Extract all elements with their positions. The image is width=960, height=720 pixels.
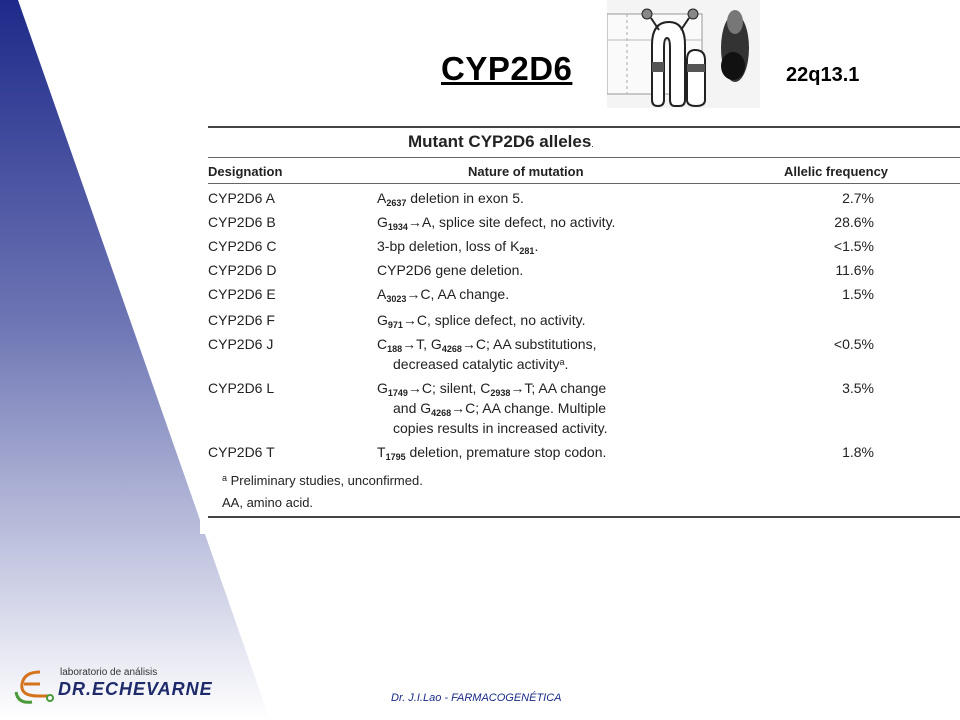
row-t-frequency: 1.8%	[842, 444, 874, 460]
row-b-nature: $G_{1934}\to A$, splice site defect, no activity.	[377, 214, 616, 232]
row-b-frequency: 28.6%	[834, 214, 874, 230]
row-d-designation: CYP2D6 D	[208, 262, 277, 278]
row-j-nature: $C_{188}\to T$, $G_{4268}\to C$; AA substitutions,	[377, 336, 597, 354]
header-rule	[208, 183, 960, 184]
row-c-nature: 3-bp deletion, loss of $K_{281}$.	[377, 238, 539, 256]
row-c-designation: CYP2D6 C	[208, 238, 277, 254]
row-j-frequency: <0.5%	[833, 336, 874, 352]
row-e-nature: $A_{3023}\to C$, AA change.	[377, 286, 510, 304]
row-t-nature: $T_{1795}$ deletion, premature stop codon.	[377, 444, 607, 462]
row-d-frequency: 11.6%	[835, 262, 874, 278]
row-c-frequency: <1.5%	[833, 238, 874, 254]
header-designation: Designation	[208, 164, 283, 179]
row-j-nature-line2: decreased catalytic activity$^a$.	[393, 356, 569, 372]
table-top-rule	[208, 126, 960, 128]
chromosome-band: 22q13.1	[786, 64, 860, 86]
header-frequency: Allelic frequency	[784, 164, 889, 179]
row-a-nature: $A_{2637}$ deletion in exon 5.	[377, 190, 524, 208]
row-t-designation: CYP2D6 T	[208, 444, 275, 460]
row-a-designation: CYP2D6 A	[208, 190, 275, 206]
row-d-nature: CYP2D6 gene deletion.	[377, 262, 524, 278]
header-nature: Nature of mutation	[468, 164, 584, 179]
table-caption: Mutant CYP2D6 alleles.	[408, 132, 594, 151]
row-l-frequency: 3.5%	[842, 380, 874, 396]
slide-title: CYP2D6	[441, 50, 573, 87]
row-l-nature-line3: copies results in increased activity.	[393, 420, 608, 436]
row-l-nature: $G_{1749}\to C$; silent, $C_{2938}\to T$; AA change	[377, 380, 607, 398]
row-j-designation: CYP2D6 J	[208, 336, 274, 352]
lab-logo-icon	[10, 666, 60, 706]
footer-author: Dr. J.I.Lao - FARMACOGENÉTICA	[391, 692, 562, 704]
row-f-designation: CYP2D6 F	[208, 312, 275, 328]
chromosome-image	[607, 0, 760, 108]
logo-subtitle: laboratorio de análisis	[60, 667, 158, 678]
footnote-aa: AA, amino acid.	[222, 495, 314, 510]
row-l-designation: CYP2D6 L	[208, 380, 275, 396]
row-f-nature: $G_{971}\to C$, splice defect, no activity.	[377, 312, 586, 330]
row-e-frequency: 1.5%	[842, 286, 874, 302]
footnote-a: $^a$ Preliminary studies, unconfirmed.	[222, 473, 423, 488]
logo-name: DR.ECHEVARNE	[58, 679, 213, 699]
row-a-frequency: 2.7%	[842, 190, 874, 206]
row-e-designation: CYP2D6 E	[208, 286, 276, 302]
caption-rule	[208, 157, 960, 158]
table-bottom-rule	[208, 516, 960, 518]
row-l-nature-line2: and $G_{4268}\to C$; AA change. Multiple	[393, 400, 607, 418]
row-b-designation: CYP2D6 B	[208, 214, 276, 230]
